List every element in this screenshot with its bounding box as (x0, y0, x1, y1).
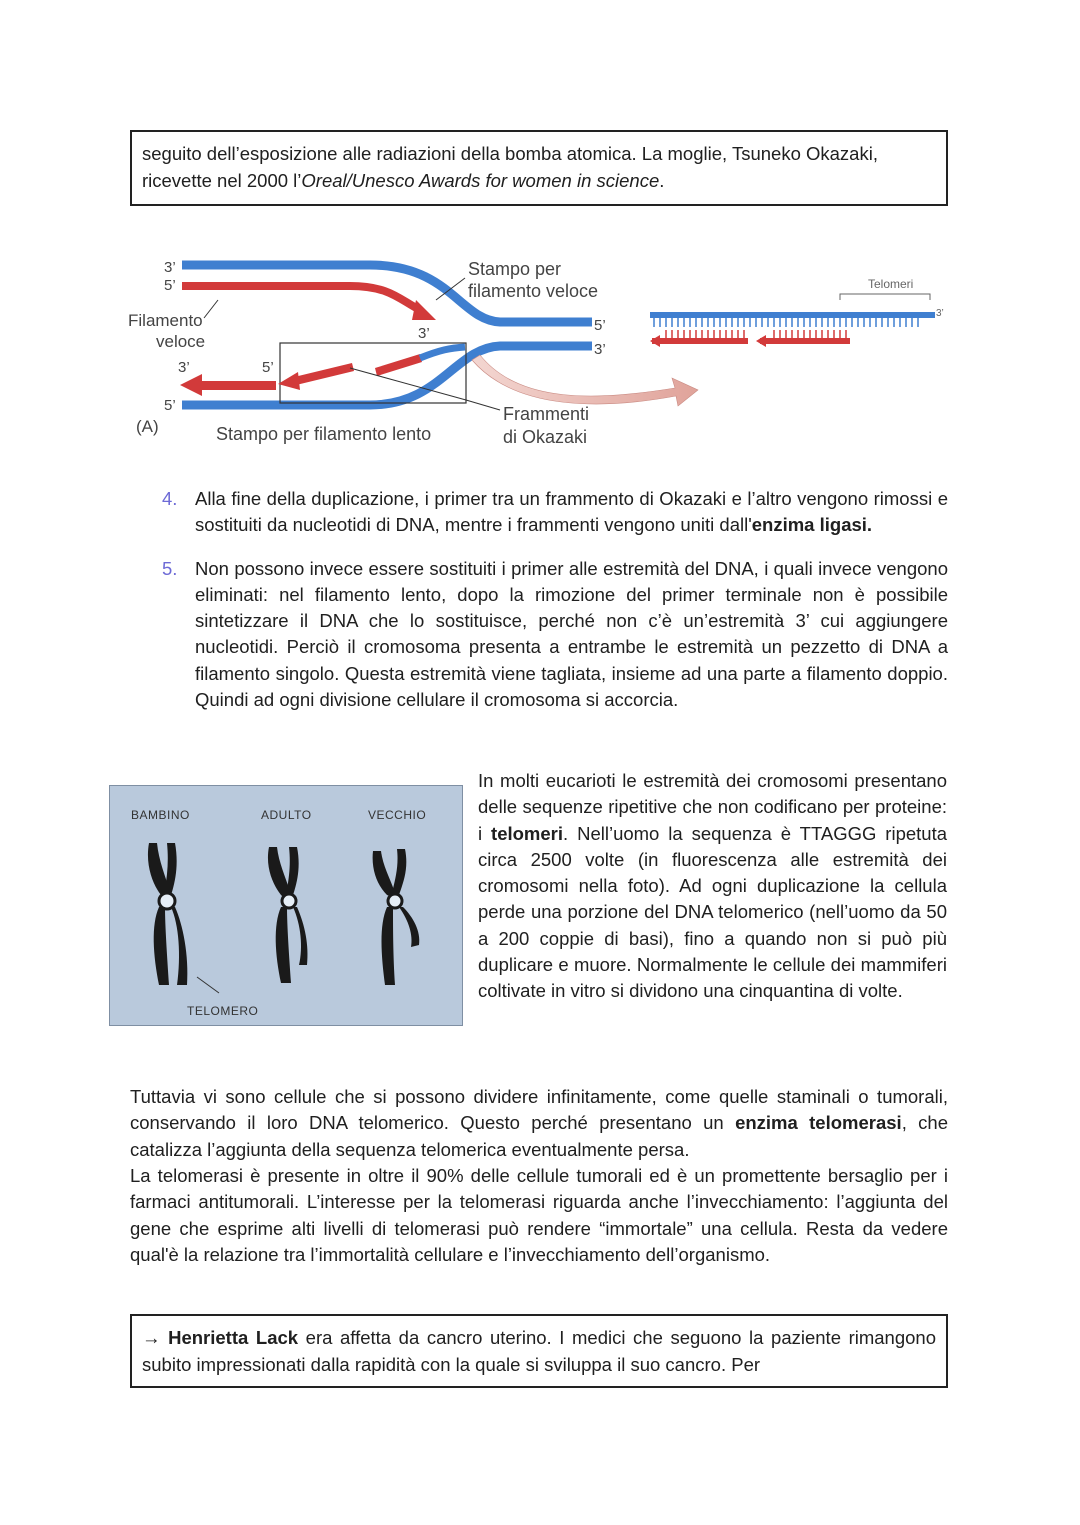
pointer-frammenti (466, 400, 500, 410)
telomeri-text-before: In molti eucarioti le estremità dei cromosomi presentano delle sequenze ripetitive che non codificano per proteine: i (478, 770, 947, 844)
step-text: Non possono invece essere sostituiti i primer alle estremità del DNA, i quali invece vengono eliminati: nel filamento lento, dopo la rimozione del primer terminale non è possibile sintetizzare il DNA che lo sostituisce, perché non c’è un’estremità 3’ cui aggiungere nucleotidi. Perciò il cromosoma presenta a entrambe le estremità un pezzetto di DNA a filamento singolo. Questa estremità viene tagliata, insieme ad una parte a filamento doppio. Quindi ad ogni divisione cellulare il cromosoma si accorcia. (195, 557, 948, 711)
telomerasi-paragraph-2 (130, 1163, 948, 1268)
step-5 (160, 556, 948, 714)
blue-template-bottom (182, 346, 592, 405)
telomerasi-text-before: Tuttavia vi sono cellule che si possono dividere infinitamente, come quelle staminali o tumorali, conservando il loro DNA telomerico. Questo perché presentano un (130, 1086, 948, 1134)
label-3-right: 3’ (594, 341, 606, 358)
step-number: 4. (162, 488, 178, 509)
label-3-end: 3’ (936, 308, 944, 319)
label-stampo-lento: Stampo per filamento lento (216, 424, 432, 444)
telomere-dna-strip (650, 277, 944, 347)
label-5-bottom: 5’ (164, 397, 176, 414)
note-award-name: Oreal/Unesco Awards for women in science (301, 169, 660, 191)
label-3-arrow: 3’ (418, 325, 430, 342)
note-box-henrietta (130, 1314, 948, 1388)
label-5-right: 5’ (594, 317, 606, 334)
telomerasi-bold: enzima telomerasi (735, 1112, 902, 1134)
label-adulto: ADULTO (261, 808, 312, 822)
label-telomeri: Telomeri (868, 277, 914, 291)
telomeri-text-after: . Nell’uomo la sequenza è TTAGGG ripetuta circa 2500 volte (in fluorescenza alle estremità dei cromosomi nella foto). Ad ogni duplicazione la cellula perde una porzione del DNA telomerico (nell’uomo da 50 a 200 coppie di basi), fino a quando non si può più duplicare e muore. Normalmente le cellule dei mammiferi coltivate in vitro si dividono una cinquantina di volte. (478, 822, 948, 1002)
note-line-1: seguito dell’esposizione alle radiazioni della bomba atomica. La moglie, Tsuneko Okazaki, (142, 143, 878, 164)
pointer-filamento-veloce (204, 300, 218, 318)
telomeri-bold: telomeri (491, 822, 564, 844)
note-henrietta-text: era affetta da cancro uterino. I medici che seguono la paziente rimangono subito impressionati dalla rapidità con la quale si sviluppa il suo cancro. Per (142, 1327, 936, 1375)
note-arrow: → (142, 1327, 161, 1348)
step-number: 5. (162, 557, 178, 579)
label-5-inner: 5’ (262, 359, 274, 376)
label-stampo-veloce-2: filamento veloce (468, 281, 599, 301)
label-telomero: TELOMERO (187, 1004, 259, 1018)
telomeri-paragraph (478, 768, 947, 1005)
red-leading-arrowhead (412, 300, 436, 320)
label-3-top: 3’ (164, 259, 176, 276)
blue-lagging-inner (420, 347, 465, 358)
label-bambino: BAMBINO (131, 808, 190, 822)
step-4 (160, 486, 948, 539)
step-bold: enzima ligasi. (751, 514, 873, 536)
label-veloce: veloce (156, 332, 206, 351)
note-henrietta-name: Henrietta Lack (168, 1327, 299, 1348)
telomerasi-paragraph-1 (130, 1084, 948, 1163)
replication-fork-figure (120, 250, 960, 455)
steps-list (160, 486, 948, 730)
red-leading-strand (182, 286, 420, 310)
label-3-mid: 3’ (178, 359, 190, 376)
label-frammenti-2: di Okazaki (503, 427, 588, 447)
note-line-2-prefix: ricevette nel 2000 l’ (142, 169, 302, 191)
pink-curved-arrow (472, 355, 698, 406)
label-vecchio: VECCHIO (368, 808, 427, 822)
label-stampo-veloce-1: Stampo per (468, 259, 562, 279)
note-box-okazaki (130, 130, 948, 206)
telomere-bracket (840, 294, 930, 300)
label-A: (A) (136, 417, 159, 436)
telomere-chromosome-figure (109, 785, 463, 1027)
note-line-2-suffix: . (659, 169, 665, 191)
telomerasi-text-after: , che catalizza l’aggiunta della sequenza telomerica eventualmente persa. (130, 1112, 949, 1160)
label-5-top: 5’ (164, 277, 176, 294)
label-filamento: Filamento (128, 311, 203, 330)
step-text: Alla fine della duplicazione, i primer tra un frammento di Okazaki e l’altro vengono rimossi e sostituiti da nucleotidi di DNA, mentre i frammenti vengono uniti dall' (195, 488, 948, 536)
okazaki-fragments (180, 354, 422, 396)
telomerasi-text-2: La telomerasi è presente in oltre il 90% delle cellule tumorali ed è un promettente bersaglio per i farmaci antitumorali. L’interesse per la telomerasi riguarda anche l’invecchiamento: l’aggiunta del gene che esprime alti livelli di telomerasi può rendere “immortale” una cellula. Resta da vedere qual'è la relazione tra l’immortalità cellulare e l’invecchiamento dell’organismo. (130, 1165, 948, 1265)
label-frammenti-1: Frammenti (503, 404, 590, 424)
